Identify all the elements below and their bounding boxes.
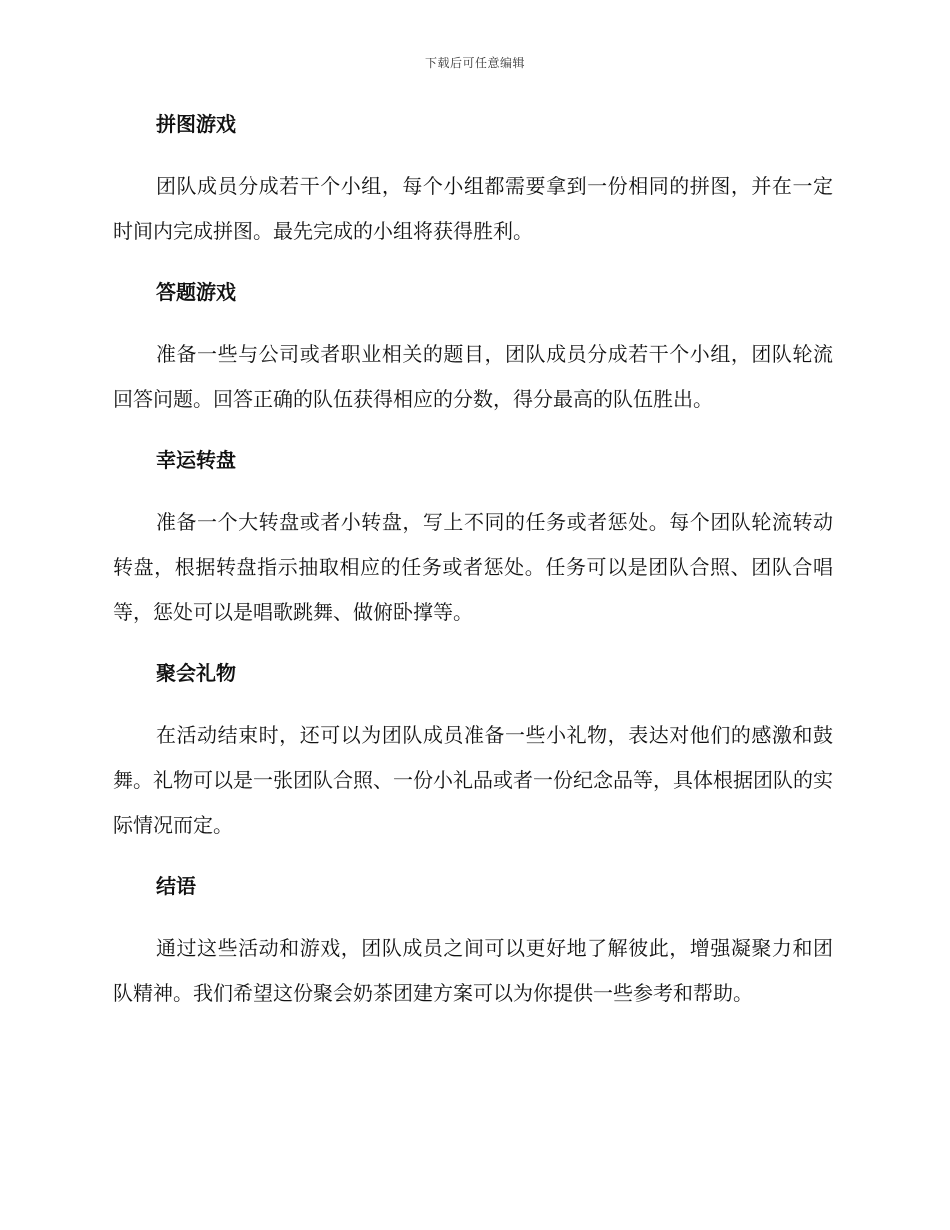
document-body [113, 110, 833, 1040]
section-heading: 结语 [156, 874, 196, 898]
section-paragraph: 准备一个大转盘或者小转盘，写上不同的任务或者惩处。每个团队轮流转动转盘，根据转盘指示抽取相应的任务或者惩处。任务可以是团队合照、团队合唱等，惩处可以是唱歌跳舞、做俯卧撑等。 [113, 510, 833, 624]
section-heading: 答题游戏 [156, 280, 236, 304]
section-conclusion [113, 872, 833, 1016]
section-party-gifts [113, 659, 833, 848]
section-paragraph: 通过这些活动和游戏，团队成员之间可以更好地了解彼此，增强凝聚力和团队精神。我们希望这份聚会奶茶团建方案可以为你提供一些参考和帮助。 [113, 936, 833, 1005]
section-paragraph: 准备一些与公司或者职业相关的题目，团队成员分成若干个小组，团队轮流回答问题。回答正确的队伍获得相应的分数，得分最高的队伍胜出。 [113, 342, 833, 411]
section-puzzle-game [113, 110, 833, 254]
section-heading: 聚会礼物 [156, 661, 236, 685]
section-paragraph: 团队成员分成若干个小组，每个小组都需要拿到一份相同的拼图，并在一定时间内完成拼图。最先完成的小组将获得胜利。 [113, 174, 833, 243]
page-header-note: 下载后可任意编辑 [424, 56, 525, 70]
section-heading: 拼图游戏 [156, 112, 236, 136]
section-quiz-game [113, 278, 833, 422]
section-paragraph: 在活动结束时，还可以为团队成员准备一些小礼物，表达对他们的感激和鼓舞。礼物可以是一张团队合照、一份小礼品或者一份纪念品等，具体根据团队的实际情况而定。 [113, 723, 833, 837]
section-lucky-wheel [113, 446, 833, 635]
section-heading: 幸运转盘 [156, 448, 236, 472]
